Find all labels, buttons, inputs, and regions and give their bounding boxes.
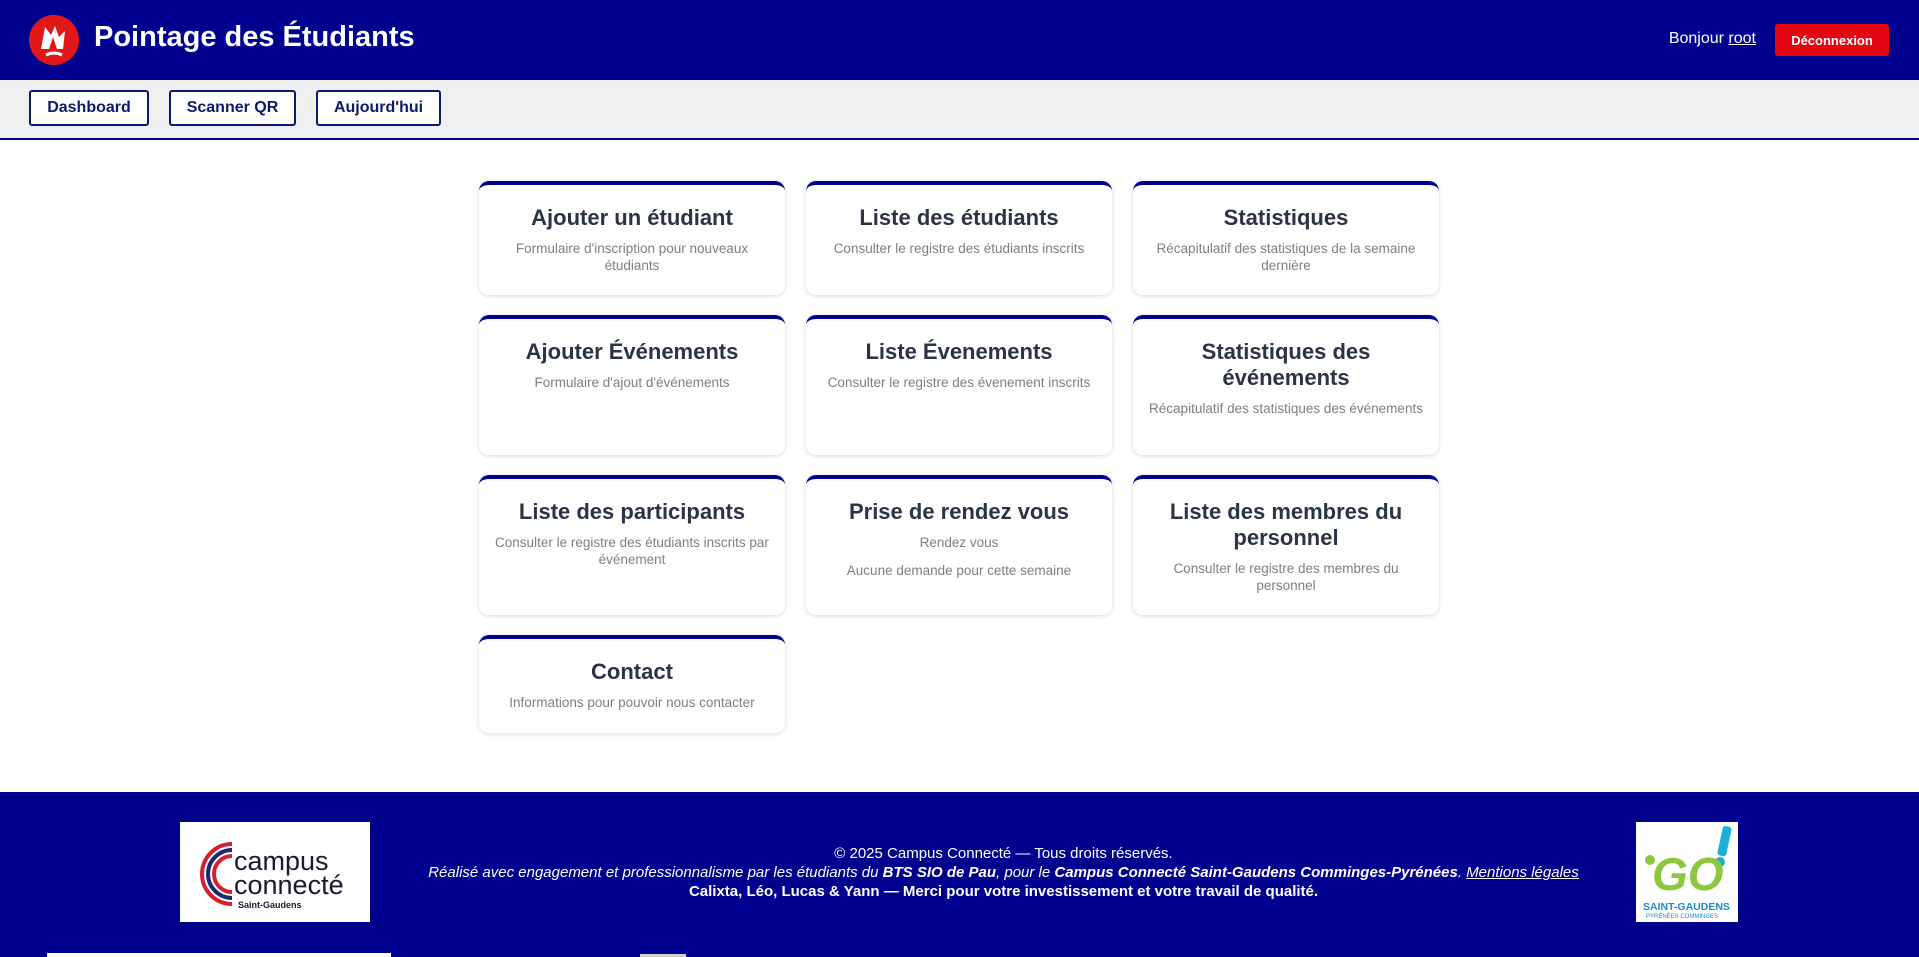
card-description: Consulter le registre des étudiants inscrits par événement [495,535,769,567]
app-title: Pointage des Étudiants [94,21,415,53]
card-event-statistics[interactable] [1133,315,1439,455]
nav-today-button[interactable]: Aujourd'hui [316,90,441,126]
card-description: Formulaire d'ajout d'événements [534,375,730,390]
campus-logo-word1: campus [234,846,329,876]
card-description: Consulter le registre des étudiants inscrits [833,241,1085,256]
card-description: Récapitulatif des statistiques de la semaine dernière [1156,241,1416,273]
logout-button[interactable]: Déconnexion [1775,24,1889,56]
campus-logo-word2: connecté [234,870,344,900]
legal-mentions-link[interactable]: Mentions légales [1466,864,1579,881]
footer-team-credits: Calixta, Léo, Lucas & Yann — Merci pour votre investissement et votre travail de qualité. [688,883,1319,900]
footer-text-a: Réalisé avec engagement et professionnalisme par les étudiants du [428,864,883,881]
card-title: Contact [591,659,673,684]
sgo-logo-region: PYRÉNÉES COMMINGES [1646,914,1719,920]
card-title: Liste des étudiants [859,205,1059,230]
card-title: Statistiques [1223,205,1349,230]
card-title: Liste Évenements [865,339,1053,364]
footer-credits-line [400,863,1607,882]
graduation-logo-icon[interactable] [29,15,79,65]
nav-scanner-qr-button[interactable]: Scanner QR [169,90,296,126]
nav-dashboard-button[interactable]: Dashboard [29,90,149,126]
card-description: Consulter le registre des évenement inscrits [827,375,1091,390]
greeting-text: Bonjour [1668,30,1724,47]
sgo-logo-word: GO [1652,848,1724,900]
top-header [0,0,1919,80]
campus-logo-word3: Saint-Gaudens [238,900,302,910]
card-event-list[interactable] [806,315,1112,455]
card-title: Prise de rendez vous [848,499,1070,524]
card-title: Ajouter un étudiant [531,205,733,230]
footer-text [400,844,1607,901]
footer [0,792,1919,957]
card-add-events[interactable] [479,315,785,455]
card-appointment-status: Aucune demande pour cette semaine [846,563,1072,578]
footer-text-campus: Campus Connecté Saint-Gaudens Comminges-Pyrénées [1054,864,1458,881]
nav-bar [0,80,1919,140]
footer-copyright: © 2025 Campus Connecté — Tous droits réservés. [834,845,1173,862]
sgo-logo-city: SAINT-GAUDENS [1643,901,1730,913]
card-statistics[interactable] [1133,181,1439,295]
saint-gaudens-go-logo [1636,822,1738,922]
card-title: Liste des membres du personnel [1169,499,1403,550]
card-description: Rendez vous [919,535,999,550]
card-participant-list[interactable] [479,475,785,615]
card-title: Statistiques des événements [1201,339,1371,390]
card-contact[interactable] [479,635,785,733]
card-appointments[interactable] [806,475,1112,615]
footer-text-e: . [1457,864,1467,881]
horizontal-scrollbar[interactable] [47,953,391,957]
card-title: Ajouter Événements [525,339,739,364]
user-greeting [1669,30,1756,48]
card-add-student[interactable] [479,181,785,295]
card-description: Formulaire d'inscription pour nouveaux étudiants [515,241,749,273]
card-title: Liste des participants [518,499,746,524]
campus-connecte-logo [180,822,370,922]
card-description: Informations pour pouvoir nous contacter [509,695,755,710]
card-staff-list[interactable] [1133,475,1439,615]
username-link[interactable]: root [1728,30,1756,47]
card-description: Récapitulatif des statistiques des événements [1149,401,1423,416]
footer-text-c: , pour le [996,864,1055,881]
card-description: Consulter le registre des membres du personnel [1173,561,1399,593]
footer-text-bts: BTS SIO de Pau [882,864,997,881]
card-student-list[interactable] [806,181,1112,295]
